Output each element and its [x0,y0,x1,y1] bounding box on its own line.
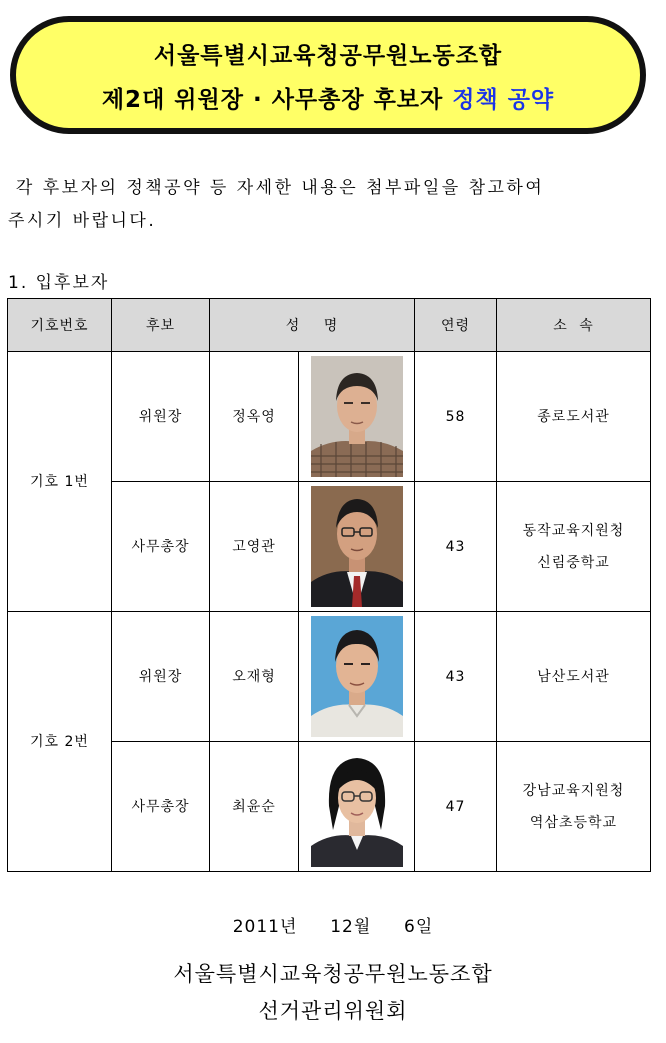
table-row [8,612,651,742]
table-row [8,352,651,482]
intro-line-1: 각 후보자의 정책공약 등 자세한 내용은 첨부파일을 참고하여 [8,178,545,198]
affiliation-line: 종로도서관 [537,408,610,425]
banner-title-line1: 서울특별시교육청공무원노동조합 [153,43,503,69]
photo-cell [299,742,415,872]
header-affiliation: 소 속 [497,299,651,352]
candidate-photo [311,356,403,477]
header-name: 성 명 [210,299,415,352]
header-symbol: 기호번호 [8,299,112,352]
name-cell: 고영관 [210,482,299,612]
candidate-photo [311,746,403,867]
age-cell: 43 [415,482,497,612]
age-cell: 58 [415,352,497,482]
affiliation-cell [497,612,651,742]
affiliation-cell [497,352,651,482]
role-cell: 위원장 [112,352,210,482]
role-cell: 사무총장 [112,482,210,612]
symbol-cell: 기호 2번 [8,612,112,872]
name-cell: 최윤순 [210,742,299,872]
symbol-cell: 기호 1번 [8,352,112,612]
affiliation-line: 동작교육지원청 [522,522,625,539]
intro-line-2: 주시기 바랍니다. [8,211,157,231]
affiliation-cell [497,742,651,872]
candidate-table [7,298,651,872]
candidate-photo [311,616,403,737]
affiliation-line: 신림중학교 [537,554,610,571]
role-cell: 위원장 [112,612,210,742]
table-header-row [8,299,651,352]
header-age: 연령 [415,299,497,352]
affiliation-line: 남산도서관 [537,668,610,685]
name-cell: 오재형 [210,612,299,742]
section-title: 1. 입후보자 [8,273,110,293]
role-cell: 사무총장 [112,742,210,872]
header-candidate: 후보 [112,299,210,352]
name-cell: 정옥영 [210,352,299,482]
banner-title-line2 [16,78,640,122]
intro-paragraph [8,172,658,238]
footer-committee: 선거관리위원회 [258,999,408,1023]
affiliation-cell [497,482,651,612]
banner-highlight: 정책 공약 [452,87,555,113]
affiliation-line: 강남교육지원청 [522,782,625,799]
footer-org: 서울특별시교육청공무원노동조합 [173,962,493,986]
date-line: 2011년 12월 6일 [232,917,434,937]
age-cell: 47 [415,742,497,872]
affiliation-line: 역삼초등학교 [529,814,618,831]
photo-cell [299,612,415,742]
photo-cell [299,352,415,482]
age-cell: 43 [415,612,497,742]
candidate-photo [311,486,403,607]
banner-title-line2-text: 제2대 위원장 · 사무총장 후보자 [101,87,453,113]
photo-cell [299,482,415,612]
title-banner [10,16,646,134]
